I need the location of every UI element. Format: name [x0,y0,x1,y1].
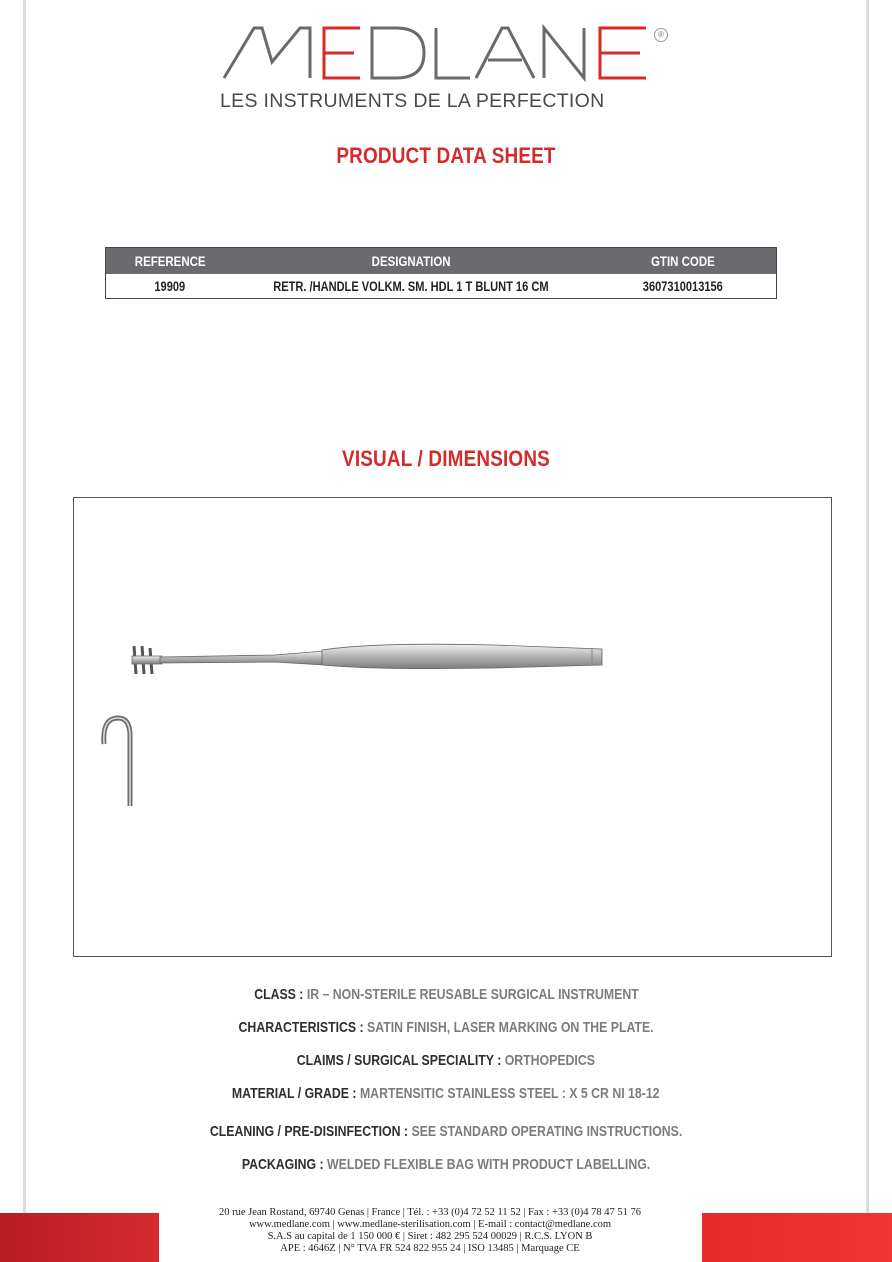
company-footer [160,1207,700,1255]
medlane-logo [220,22,680,112]
brand-tagline: LES INSTRUMENTS DE LA PERFECTION [220,90,605,112]
footer-address: 20 rue Jean Rostand, 69740 Genas | France | Tél. : +33 (0)4 72 52 11 52 | Fax : +33 (0)4 78 47 51 76 [218,1207,642,1218]
footer-web-contact: www.medlane.com | www.medlane-sterilisation.com | E-mail : contact@medlane.com [248,1219,612,1230]
footer-legal: S.A.S au capital de 1 150 000 € | Siret : 482 295 524 00029 | R.C.S. LYON B [267,1231,593,1242]
cell-reference: 19909 [154,278,186,294]
spec-cleaning: CLEANING / PRE-DISINFECTION : SEE STANDARD OPERATING INSTRUCTIONS. [209,1123,683,1140]
footer-registration: APE : 4646Z | N° TVA FR 524 822 955 24 | ISO 13485 | Marquage CE [280,1243,580,1254]
spec-material-grade: MATERIAL / GRADE : MARTENSITIC STAINLESS STEEL : X 5 CR NI 18-12 [232,1085,660,1102]
retractor-instrument-illustration [74,498,831,956]
medlane-wordmark [220,22,650,82]
footer-red-bar-left [0,1213,159,1262]
header-designation: DESIGNATION [233,248,589,275]
header-gtin-code: GTIN CODE [589,248,776,275]
header-reference: REFERENCE [106,248,234,275]
product-data-sheet-title: PRODUCT DATA SHEET [336,143,556,168]
spec-packaging: PACKAGING : WELDED FLEXIBLE BAG WITH PRODUCT LABELLING. [241,1156,651,1173]
spec-class: CLASS : IR – NON-STERILE REUSABLE SURGICAL INSTRUMENT [253,986,639,1003]
visual-dimensions-title: VISUAL / DIMENSIONS [342,446,550,471]
spec-characteristics: CHARACTERISTICS : SATIN FINISH, LASER MARKING ON THE PLATE. [238,1019,654,1036]
table-row [106,274,777,299]
product-reference-table [105,247,777,299]
cell-designation: RETR. /HANDLE VOLKM. SM. HDL 1 T BLUNT 16 CM [273,278,549,294]
spec-surgical-speciality: CLAIMS / SURGICAL SPECIALITY : ORTHOPEDICS [296,1052,596,1069]
cell-gtin: 3607310013156 [642,278,723,294]
table-header-row [106,248,777,275]
registered-trademark-icon: ® [654,28,668,42]
footer-red-bar-right [702,1213,892,1262]
product-visual-frame [73,497,832,957]
